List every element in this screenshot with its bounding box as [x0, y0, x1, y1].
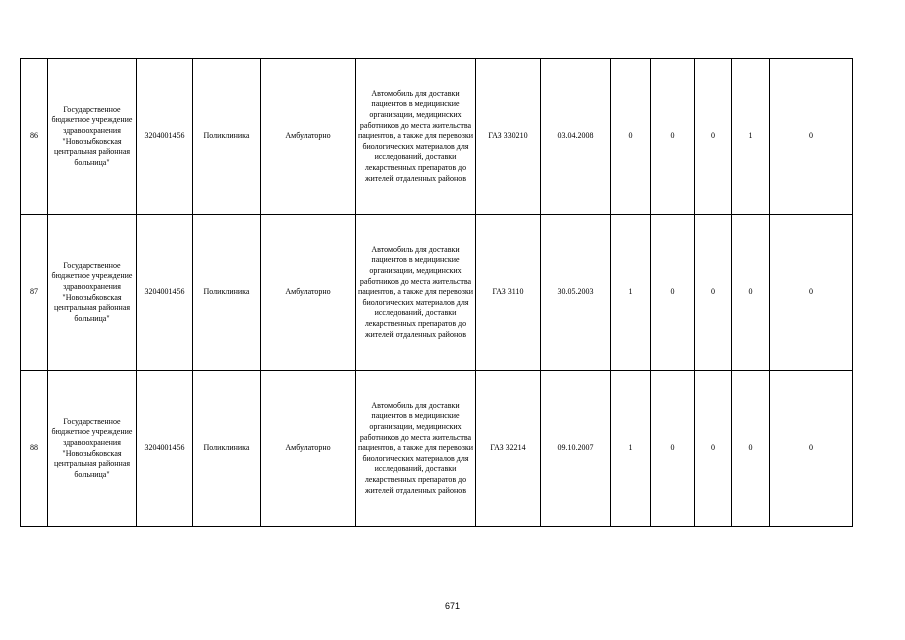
vehicle-purpose: Автомобиль для доставки пациентов в медицинские организации, медицинских работников до места жительства пациентов, а также для перевозки биологических материалов для исследований, доставки лекарственных препаратов до жителей отдаленных районов: [356, 215, 476, 371]
vehicle-purpose: Автомобиль для доставки пациентов в медицинские организации, медицинских работников до места жительства пациентов, а также для перевозки биологических материалов для исследований, доставки лекарственных препаратов до жителей отдаленных районов: [356, 59, 476, 215]
count-cell: 0: [770, 371, 853, 527]
vehicle-model: ГАЗ 330210: [476, 59, 541, 215]
department: Поликлиника: [193, 59, 261, 215]
count-cell: 1: [611, 215, 651, 371]
care-type: Амбулаторно: [261, 59, 356, 215]
department: Поликлиника: [193, 371, 261, 527]
row-number: 88: [21, 371, 48, 527]
release-date: 03.04.2008: [541, 59, 611, 215]
department: Поликлиника: [193, 215, 261, 371]
count-cell: 0: [732, 371, 770, 527]
institution-name: Государственное бюджетное учреждение здравоохранения "Новозыбковская центральная районная больница": [48, 371, 137, 527]
row-number: 87: [21, 215, 48, 371]
count-cell: 0: [651, 371, 695, 527]
count-cell: 0: [770, 215, 853, 371]
count-cell: 1: [611, 371, 651, 527]
release-date: 30.05.2003: [541, 215, 611, 371]
count-cell: 0: [770, 59, 853, 215]
count-cell: 0: [611, 59, 651, 215]
vehicle-model: ГАЗ 3110: [476, 215, 541, 371]
count-cell: 0: [695, 59, 732, 215]
inn-code: 3204001456: [137, 215, 193, 371]
vehicle-purpose: Автомобиль для доставки пациентов в медицинские организации, медицинских работников до места жительства пациентов, а также для перевозки биологических материалов для исследований, доставки лекарственных препаратов до жителей отдаленных районов: [356, 371, 476, 527]
care-type: Амбулаторно: [261, 371, 356, 527]
vehicle-register-table: [20, 58, 853, 527]
count-cell: 0: [651, 59, 695, 215]
care-type: Амбулаторно: [261, 215, 356, 371]
release-date: 09.10.2007: [541, 371, 611, 527]
page-number: 671: [444, 601, 461, 611]
count-cell: 0: [651, 215, 695, 371]
table-row: [21, 215, 853, 371]
inn-code: 3204001456: [137, 59, 193, 215]
vehicle-model: ГАЗ 32214: [476, 371, 541, 527]
count-cell: 0: [732, 215, 770, 371]
count-cell: 0: [695, 215, 732, 371]
inn-code: 3204001456: [137, 371, 193, 527]
institution-name: Государственное бюджетное учреждение здравоохранения "Новозыбковская центральная районная больница": [48, 59, 137, 215]
table-row: [21, 371, 853, 527]
count-cell: 1: [732, 59, 770, 215]
table-row: [21, 59, 853, 215]
count-cell: 0: [695, 371, 732, 527]
row-number: 86: [21, 59, 48, 215]
institution-name: Государственное бюджетное учреждение здравоохранения "Новозыбковская центральная районная больница": [48, 215, 137, 371]
